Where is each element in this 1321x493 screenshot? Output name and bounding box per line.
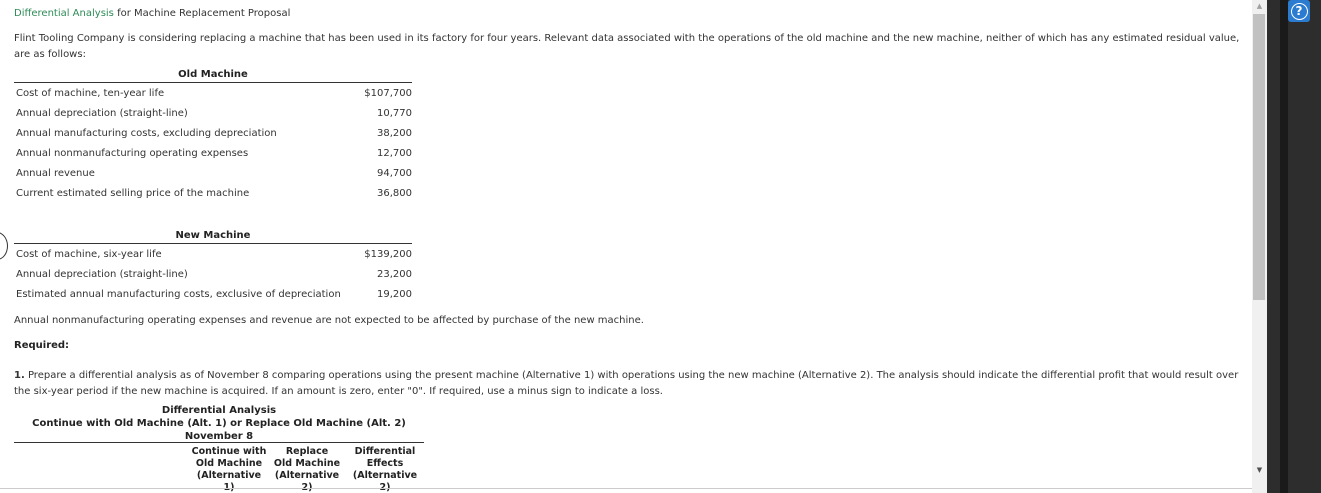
table-row	[14, 163, 412, 183]
required-heading: Required:	[14, 340, 70, 351]
row-value: 10,770	[377, 107, 412, 119]
title-rest: for Machine Replacement Proposal	[113, 8, 291, 19]
row-label: Estimated annual manufacturing costs, exclusive of depreciation	[16, 288, 341, 300]
row-label: Annual depreciation (straight-line)	[16, 107, 188, 119]
col-line: Old Machine	[195, 458, 263, 469]
row-value: 19,200	[377, 288, 412, 300]
bottom-divider	[0, 488, 1266, 489]
col-line: Differential	[354, 446, 416, 457]
row-label: Current estimated selling price of the machine	[16, 187, 250, 199]
row-value: 23,200	[377, 268, 412, 280]
differential-analysis-header	[14, 404, 424, 493]
row-value: 94,700	[377, 167, 412, 179]
col-line: Replace	[285, 446, 329, 457]
row-label: Annual nonmanufacturing operating expenses	[16, 147, 249, 159]
side-tab-handle[interactable]	[0, 232, 8, 260]
note-text: Annual nonmanufacturing operating expenses and revenue are not expected to be affected by purchase of the new machine.	[14, 315, 644, 326]
scroll-up-arrow-icon[interactable]: ▲	[1256, 2, 1263, 10]
scroll-thumb[interactable]	[1253, 14, 1265, 300]
row-value: 12,700	[377, 147, 412, 159]
analysis-subtitle: Continue with Old Machine (Alt. 1) or Replace Old Machine (Alt. 2)	[32, 418, 406, 429]
col-line: (Alternative 2)	[352, 470, 418, 493]
old-machine-table	[14, 69, 412, 203]
new-machine-table	[14, 230, 412, 304]
help-icon: ?	[1291, 3, 1308, 20]
table-row	[14, 83, 412, 103]
scroll-down-arrow-icon[interactable]: ▼	[1256, 466, 1263, 474]
col-line: Old Machine	[273, 458, 341, 469]
column-headers	[190, 446, 424, 493]
title-highlight: Differential Analysis	[14, 8, 114, 19]
column-header-alt1	[190, 446, 268, 493]
new-machine-heading: New Machine	[14, 230, 412, 244]
col-line: (Alternative 2)	[274, 470, 340, 493]
help-button[interactable]	[1288, 0, 1310, 22]
row-value: 38,200	[377, 127, 412, 139]
table-row	[14, 284, 412, 304]
page-title	[14, 8, 290, 19]
table-row	[14, 123, 412, 143]
vertical-scrollbar[interactable]	[1252, 0, 1267, 493]
right-side-panel	[1267, 0, 1321, 493]
analysis-date: November 8	[184, 431, 254, 442]
row-label: Cost of machine, six-year life	[16, 248, 162, 260]
panel-strip	[1280, 0, 1288, 493]
row-label: Cost of machine, ten-year life	[16, 87, 165, 99]
table-row	[14, 103, 412, 123]
column-header-differential	[346, 446, 424, 493]
col-line: Effects	[366, 458, 404, 469]
header-divider	[14, 442, 424, 443]
row-label: Annual manufacturing costs, excluding depreciation	[16, 127, 277, 139]
table-row	[14, 183, 412, 203]
col-line: Continue with	[191, 446, 267, 457]
row-label: Annual depreciation (straight-line)	[16, 268, 188, 280]
analysis-title: Differential Analysis	[161, 405, 277, 416]
row-label: Annual revenue	[16, 167, 95, 179]
question-1	[14, 368, 1244, 400]
question-text: Prepare a differential analysis as of November 8 comparing operations using the present machine (Alternative 1) with operations using the new machine (Alternative 2). The analysis should indicate the differential profit that would result over the six-year period if the new machine is acquired. If an amount is zero, enter "0". If required, use a minus sign to indicate a loss.	[14, 370, 1239, 397]
old-machine-heading: Old Machine	[14, 69, 412, 83]
table-row	[14, 143, 412, 163]
row-value: $107,700	[364, 87, 412, 99]
question-number: 1.	[14, 370, 25, 381]
row-value: 36,800	[377, 187, 412, 199]
intro-text: Flint Tooling Company is considering replacing a machine that has been used in its factory for four years. Relevant data associated with the operations of the old machine and the new machine, neither of which has any estimated residual value, are as follows:	[14, 33, 1240, 60]
column-header-alt2	[268, 446, 346, 493]
table-row	[14, 244, 412, 264]
row-value: $139,200	[364, 248, 412, 260]
col-line: (Alternative 1)	[196, 470, 262, 493]
table-row	[14, 264, 412, 284]
